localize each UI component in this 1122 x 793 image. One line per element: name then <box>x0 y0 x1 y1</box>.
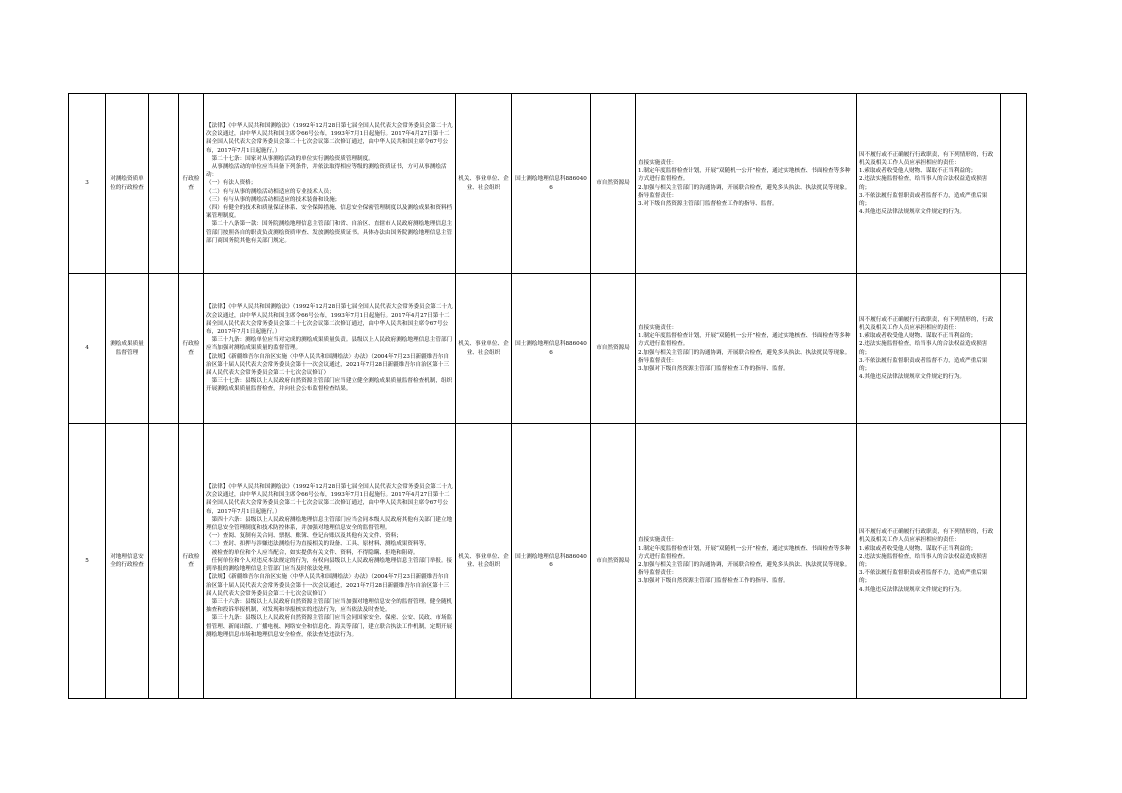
table-row <box>69 424 1027 699</box>
resp-line: 1.索取或者收受他人财物、谋取不正当利益的； <box>859 168 977 175</box>
resp-line: 2.违法实施监督检查，给当事人的合法权益造成损害的； <box>859 341 988 356</box>
duty-line: 3.加强对下级自然资源主管部门监督检查工作的指导、监督。 <box>638 365 789 372</box>
basis-line: 从事测绘活动的单位应当具备下列条件，并依法取得相应等级的测绘资质证书，方可从事测绘活动： <box>206 163 447 179</box>
remarks-cell <box>1001 274 1027 424</box>
basis-line: （一）查阅、复制有关合同、票据、账簿、登记台账以及其他有关文件、资料； <box>206 533 402 540</box>
accountability <box>857 94 1001 274</box>
item-name: 对测绘资质单位的行政检查 <box>106 94 149 274</box>
basis-line: 【法规】《新疆维吾尔自治区实施〈中华人民共和国测绘法〉办法》（2004年7月23日新疆维吾尔自治区第十届人民代表大会常务委员会第十一次会议通过，2021年7月28日新疆维吾尔自治区第十三届人民代表大会常务委员会第二十七次会议修订） <box>206 574 450 597</box>
resp-line: 4.其他违反法律法规规章文件规定的行为。 <box>859 209 966 216</box>
basis-line: （四）有健全的技术和质量保证体系、安全保障措施、信息安全保密管理制度以及测绘成果和资料档案管理制度。 <box>206 205 453 220</box>
row-number: 3 <box>69 94 106 274</box>
basis-line: 第三十九条：县级以上人民政府自然资源主管部门应当会同国家安全、保密、公安、民政、市场监督管理、新闻出版、广播电视、网络安全和信息化、海关等部门，建立联合执法工作机制，定期开展测绘地理信息市场和地理信息安全检查，依法查处违法行为。 <box>206 615 453 638</box>
remarks-cell <box>1001 424 1027 699</box>
basis-line: 第三十七条：县级以上人民政府自然资源主管部门应当建立健全测绘成果质量监督检查机制，组织开展测绘成果质量监督检查，并向社会公布监督检查结果。 <box>206 378 453 393</box>
duty-line: 直接实施责任： <box>638 537 678 544</box>
sub-item-cell <box>149 424 179 699</box>
basis-line: 【法律】《中华人民共和国测绘法》（1992年12月28日第七届全国人民代表大会常务委员会第二十九次会议通过，由中华人民共和国主席令66号公布，1993年7月1日起施行。2017年4月27日第十二届全国人民代表大会常务委员会第二十七次会议第二次修订通过，由中华人民共和国主席令67号公布，2017年7月1日起施行。） <box>206 122 453 154</box>
implementing-body: 市自然资源局 <box>591 424 636 699</box>
basis-line: 任何单位和个人对违反本法规定的行为，有权向县级以上人民政府测绘地理信息主管部门举报。接到举报的测绘地理信息主管部门应当及时依法处理。 <box>206 557 453 573</box>
duty-line: 指导监督责任： <box>638 570 678 577</box>
legal-basis <box>204 274 456 424</box>
basis-line: 被检查的单位和个人应当配合，如实提供有关文件、资料，不得隐瞒、拒绝和阻碍。 <box>206 549 419 556</box>
duty-line: 1.制定年度监督检查计划，开展“双随机一公开”检查，通过实地核查、书面检查等多种方式进行监督检查。 <box>638 545 851 560</box>
target-object: 机关、事业单位、企业、社会组织 <box>456 274 512 424</box>
duty-line: 1.制定年度监督检查计划，开展“双随机一公开”检查，通过实地核查、书面检查等多种方式进行监督检查。 <box>638 168 851 183</box>
resp-line: 2.违法实施监督检查，给当事人的合法权益造成损害的； <box>859 176 988 191</box>
department-contact: 国土测绘地理信息科8860406 <box>512 274 591 424</box>
duty-line: 直接实施责任： <box>638 159 678 166</box>
resp-line: 3.不依法履行监督职责或者监督不力，造成严重后果的； <box>859 192 988 207</box>
duty-matters <box>636 94 857 274</box>
resp-line: 3.不依法履行监督职责或者监督不力，造成严重后果的； <box>859 357 988 372</box>
item-name: 测绘成果质量监督管理 <box>106 274 149 424</box>
basis-line: 【法律】《中华人民共和国测绘法》（1992年12月28日第七届全国人民代表大会常务委员会第二十九次会议通过，由中华人民共和国主席令66号公布，1993年7月1日起施行。2017年4月27日第十二届全国人民代表大会常务委员会第二十七次会议第二次修订通过，由中华人民共和国主席令67号公布，2017年7月1日起施行。） <box>206 304 453 335</box>
remarks-cell <box>1001 94 1027 274</box>
power-list-table <box>68 93 1027 699</box>
basis-line: 第四十六条：县级以上人民政府测绘地理信息主管部门应当会同本级人民政府其他有关部门建立地理信息安全管理制度和技术防控体系，并加强对地理信息安全的监督管理。 <box>206 516 453 532</box>
resp-line: 4.其他违反法律法规规章文件规定的行为。 <box>859 586 966 593</box>
basis-line: 【法律】《中华人民共和国测绘法》（1992年12月28日第七届全国人民代表大会常务委员会第二十九次会议通过，由中华人民共和国主席令66号公布，1993年7月1日起施行。2017年4月27日第十二届全国人民代表大会常务委员会第二十七次会议第二次修订通过，由中华人民共和国主席令67号公布，2017年7月1日起施行。） <box>206 484 453 515</box>
duty-line: 3.对下级自然资源主管部门监督检查工作的指导、监督。 <box>638 200 778 207</box>
basis-line: （一）有法人资格； <box>206 180 257 187</box>
resp-line: 因不履行或不正确履行行政职责，有下列情形的，行政机关及相关工作人员应承担相应的责任： <box>859 316 994 331</box>
basis-line: （三）有与从事的测绘活动相适应的技术装备和设施； <box>206 196 341 203</box>
department-contact: 国土测绘地理信息科8860406 <box>512 94 591 274</box>
sub-item-cell <box>149 94 179 274</box>
resp-line: 3.不依法履行监督职责或者监督不力，造成严重后果的； <box>859 570 988 585</box>
basis-line: （二）有与从事的测绘活动相适应的专业技术人员； <box>206 188 335 195</box>
row-number: 4 <box>69 274 106 424</box>
table-row <box>69 274 1027 424</box>
duty-matters <box>636 424 857 699</box>
resp-line: 1.索取或者收受他人财物、谋取不正当利益的； <box>859 545 977 552</box>
duty-line: 3.加强对下级自然资源主管部门监督检查工作的指导、监督。 <box>638 578 789 585</box>
basis-line: 第三十六条：县级以上人民政府自然资源主管部门应当加强对地理信息安全的监督管理，健全随机抽查和投诉举报机制，对发现和举报核实的违法行为，应当依法及时查处。 <box>206 598 453 614</box>
duty-line: 2.加强与相关主管部门的沟通协调，开展联合检查，避免多头执法、执法扰民等现象。 <box>638 562 851 568</box>
accountability <box>857 424 1001 699</box>
basis-line: 【法规】《新疆维吾尔自治区实施〈中华人民共和国测绘法〉办法》（2004年7月23日新疆维吾尔自治区第十届人民代表大会常务委员会第十一次会议通过，2021年7月28日新疆维吾尔自治区第十三届人民代表大会常务委员会第二十七次会议修订） <box>206 353 450 376</box>
duty-line: 直接实施责任： <box>638 324 678 331</box>
duty-matters <box>636 274 857 424</box>
basis-line: 第三十九条：测绘单位应当对完成的测绘成果质量负责。县级以上人民政府测绘地理信息主管部门应当加强对测绘成果质量的监督管理。 <box>206 337 453 352</box>
resp-line: 1.索取或者收受他人财物、谋取不正当利益的； <box>859 333 977 340</box>
duty-line: 1.制定年度监督检查计划，开展“双随机一公开”检查，通过实地核查、书面检查等多种方式进行监督检查。 <box>638 333 851 348</box>
accountability <box>857 274 1001 424</box>
item-category: 行政检查 <box>179 274 204 424</box>
legal-basis <box>204 424 456 699</box>
resp-line: 因不履行或不正确履行行政职责，有下列情形的，行政机关及相关工作人员应承担相应的责任： <box>859 151 994 166</box>
item-category: 行政检查 <box>179 424 204 699</box>
row-number: 5 <box>69 424 106 699</box>
duty-line: 2.加强与相关主管部门的沟通协调，开展联合检查，避免多头执法、执法扰民等现象。 <box>638 349 851 356</box>
basis-line: 第二十七条：国家对从事测绘活动的单位实行测绘资质管理制度。 <box>206 155 374 162</box>
sub-item-cell <box>149 274 179 424</box>
basis-line: 第二十八条第一款：国务院测绘地理信息主管部门和省、自治区、直辖市人民政府测绘地理信息主管部门按照各自的职责负责测绘资质审查、发放测绘资质证书。具体办法由国务院测绘地理信息主管部门商国务院其他有关部门规定。 <box>206 221 453 244</box>
resp-line: 2.违法实施监督检查，给当事人的合法权益造成损害的； <box>859 553 988 568</box>
legal-basis <box>204 94 456 274</box>
duty-line: 指导监督责任： <box>638 357 678 364</box>
table-row <box>69 94 1027 274</box>
implementing-body: 市自然资源局 <box>591 94 636 274</box>
department-contact: 国土测绘地理信息科8860406 <box>512 424 591 699</box>
duty-line: 指导监督责任： <box>638 192 678 199</box>
resp-line: 4.其他违反法律法规规章文件规定的行为。 <box>859 374 966 381</box>
item-name: 对地理信息安全的行政检查 <box>106 424 149 699</box>
item-category: 行政检查 <box>179 94 204 274</box>
resp-line: 因不履行或不正确履行行政职责，有下列情形的，行政机关及相关工作人员应承担相应的责任： <box>859 529 994 544</box>
duty-line: 2.加强与相关主管部门的沟通协调，开展联合检查，避免多头执法、执法扰民等现象。 <box>638 184 851 191</box>
target-object: 机关、事业单位、企业、社会组织 <box>456 94 512 274</box>
basis-line: （二）查封、扣押与涉嫌违法测绘行为直接相关的设备、工具、原材料、测绘成果资料等。 <box>206 541 430 548</box>
implementing-body: 市自然资源局 <box>591 274 636 424</box>
target-object: 机关、事业单位、企业、社会组织 <box>456 424 512 699</box>
